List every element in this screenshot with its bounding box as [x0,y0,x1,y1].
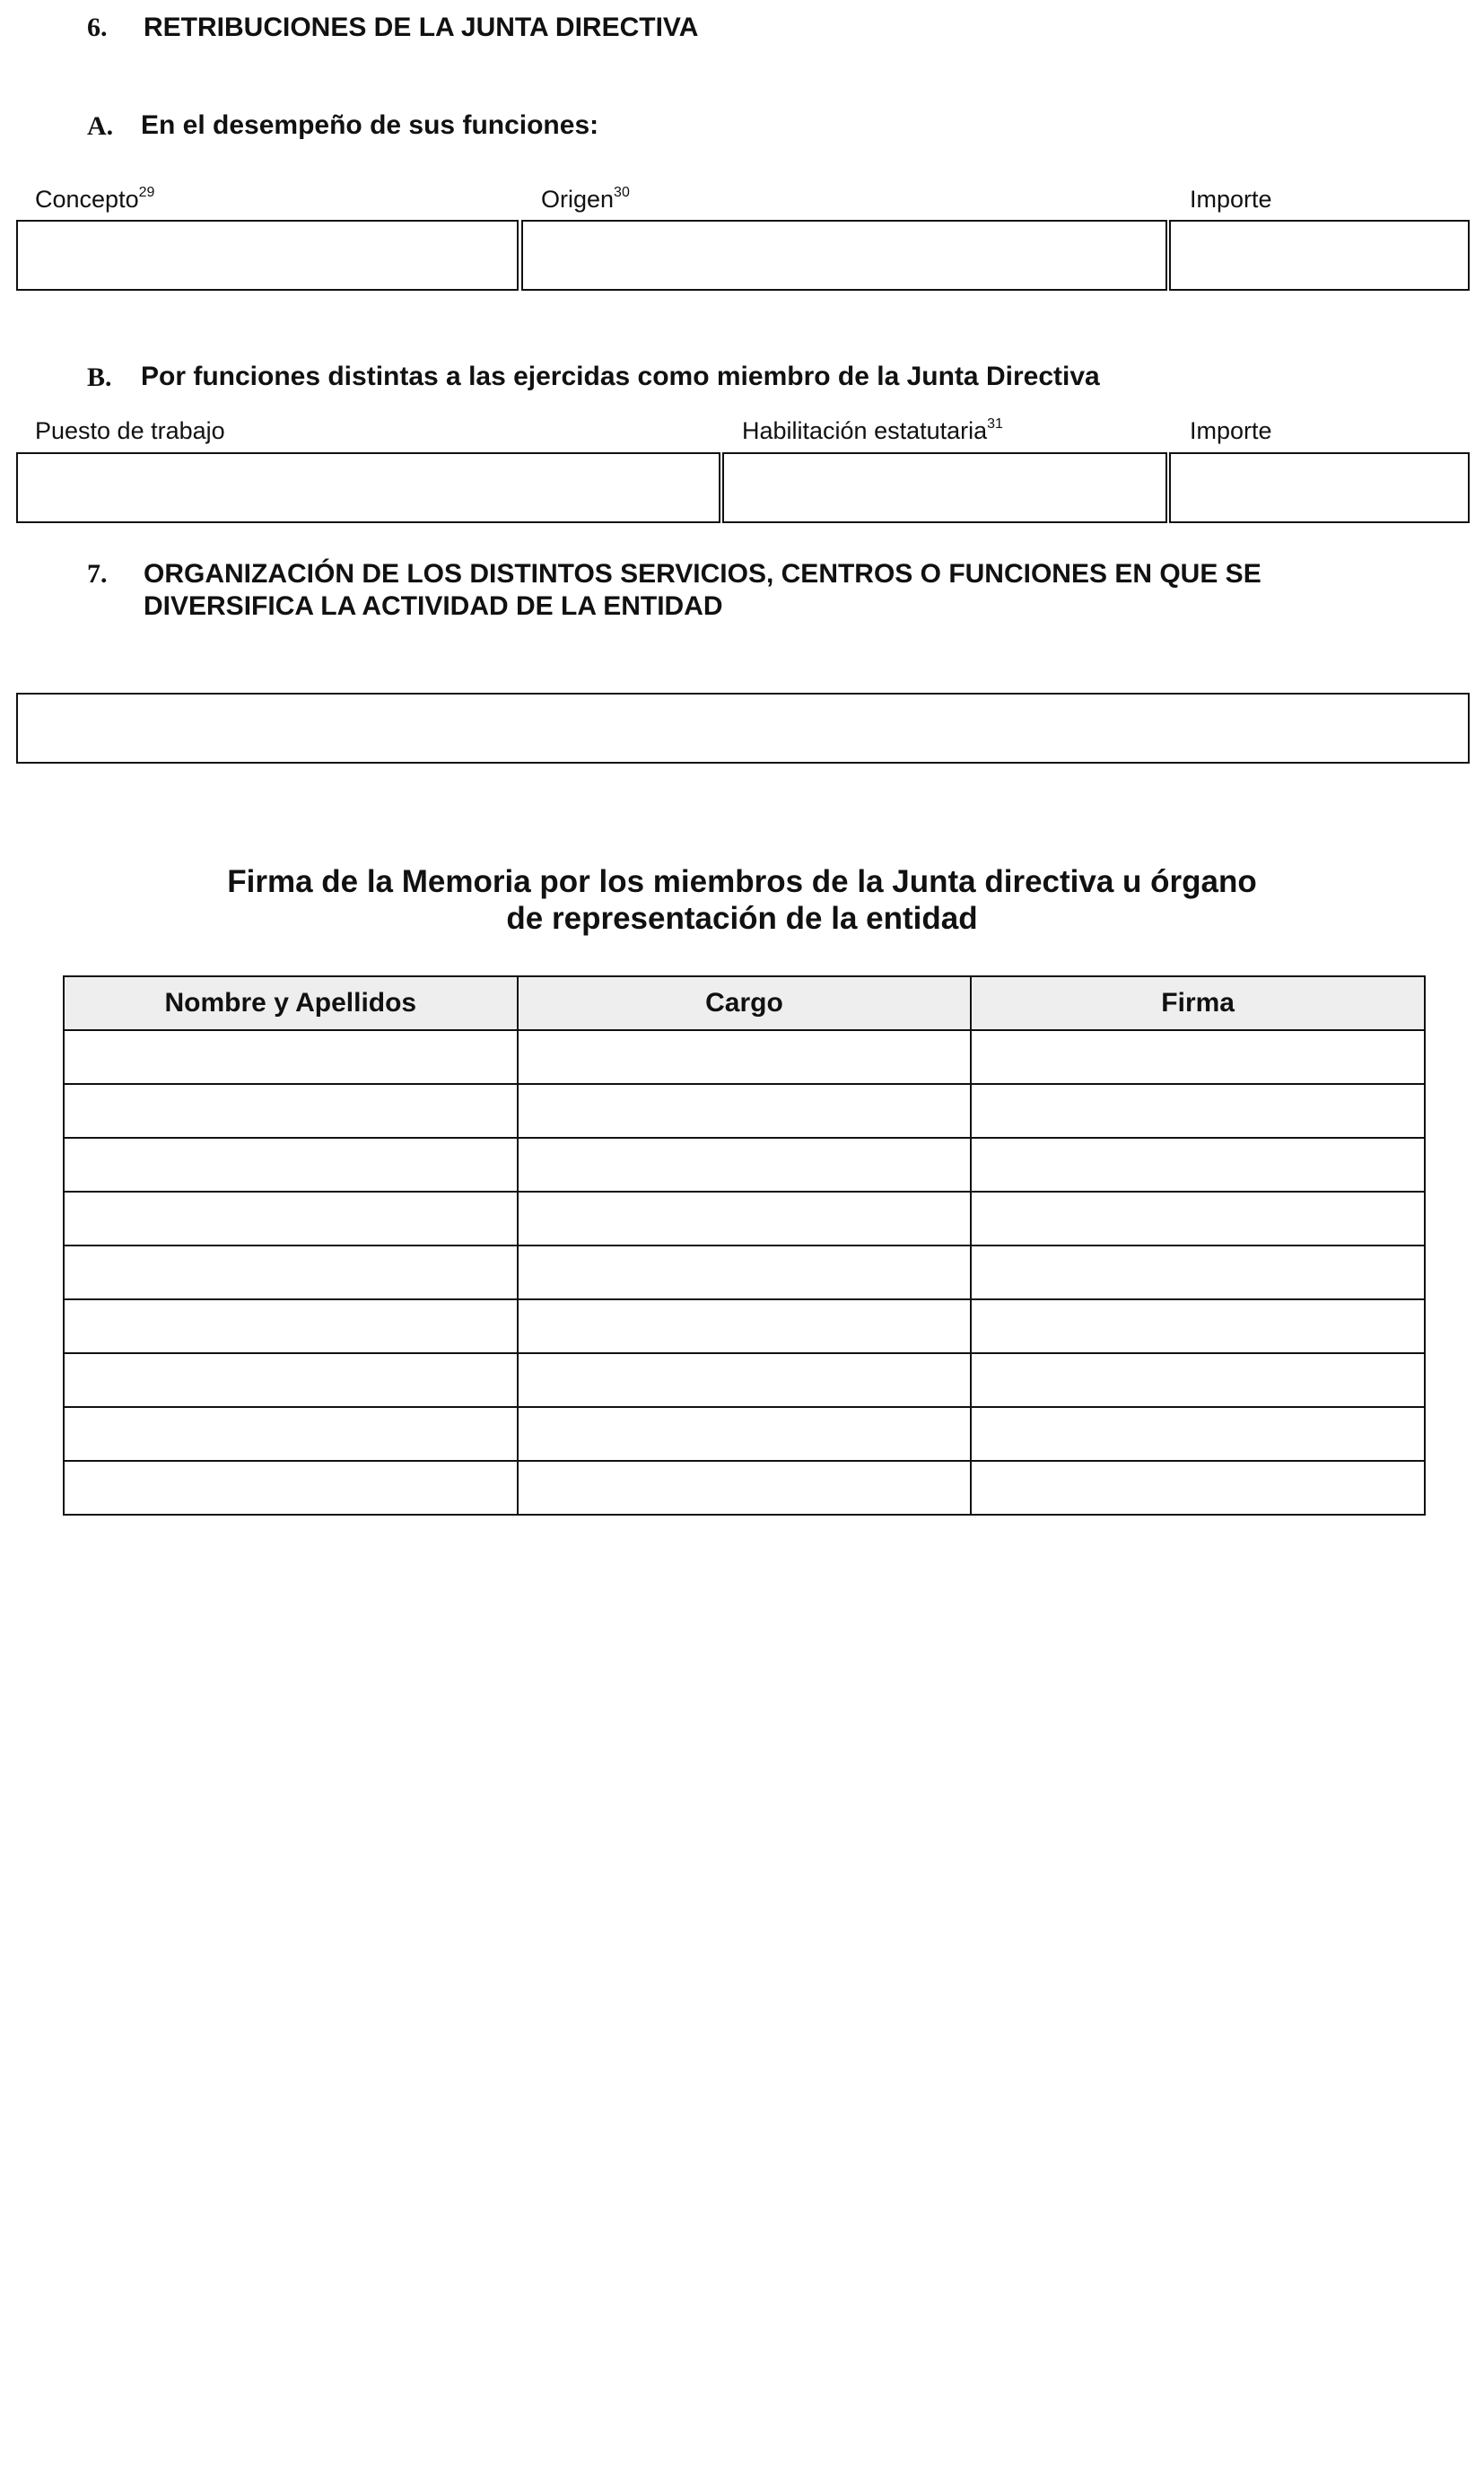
cargo-cell[interactable] [518,1138,972,1192]
section-7-number: 7. [87,559,108,589]
nombre-cell[interactable] [64,1407,518,1461]
nombre-cell[interactable] [64,1461,518,1515]
importe-a-label: Importe [1190,186,1272,213]
table-row [64,1407,1425,1461]
nombre-cell[interactable] [64,1084,518,1138]
cargo-cell[interactable] [518,1353,972,1407]
cargo-cell[interactable] [518,1192,972,1246]
origen-field[interactable] [521,220,1167,291]
habilitacion-label: Habilitación estatutaria$^{31}$ [742,416,1003,444]
firma-cell[interactable] [971,1084,1425,1138]
table-row [64,1246,1425,1299]
table-row [64,1084,1425,1138]
firma-cell[interactable] [971,1461,1425,1515]
firma-cell[interactable] [971,1353,1425,1407]
nombre-cell[interactable] [64,1030,518,1084]
subsection-a-title: En el desempeño de sus funciones: [141,110,599,140]
firma-cell[interactable] [971,1246,1425,1299]
section-7-title-line1: ORGANIZACIÓN DE LOS DISTINTOS SERVICIOS, CENTROS O FUNCIONES EN QUE SE [144,559,1261,589]
signature-table-header [64,976,1425,1030]
footnote-ref-29: 29 [138,185,155,200]
signature-title-line1: Firma de la Memoria por los miembros de la Junta directiva u órgano [227,864,1257,899]
importe-b-label: Importe [1190,417,1272,444]
subsection-a-letter: A. [87,111,114,141]
subsection-b-letter: B. [87,363,112,392]
table-row [64,1299,1425,1353]
section-6-number: 6. [87,13,108,42]
nombre-cell[interactable] [64,1138,518,1192]
column-header-cargo: Cargo [518,976,972,1030]
table-row [64,1461,1425,1515]
cargo-cell[interactable] [518,1407,972,1461]
section-6-title: RETRIBUCIONES DE LA JUNTA DIRECTIVA [144,13,699,42]
puesto-label: Puesto de trabajo [35,417,225,444]
nombre-cell[interactable] [64,1192,518,1246]
footnote-ref-31: 31 [987,416,1003,432]
firma-cell[interactable] [971,1407,1425,1461]
nombre-cell[interactable] [64,1246,518,1299]
section-7-title-line2: DIVERSIFICA LA ACTIVIDAD DE LA ENTIDAD [144,591,723,621]
cargo-cell[interactable] [518,1246,972,1299]
table-row [64,1192,1425,1246]
puesto-field[interactable] [16,452,720,523]
firma-cell[interactable] [971,1192,1425,1246]
table-row [64,1030,1425,1084]
habilitacion-field[interactable] [722,452,1167,523]
firma-cell[interactable] [971,1138,1425,1192]
table-row [64,1353,1425,1407]
nombre-cell[interactable] [64,1353,518,1407]
cargo-cell[interactable] [518,1084,972,1138]
table-row [64,1138,1425,1192]
cargo-cell[interactable] [518,1030,972,1084]
firma-cell[interactable] [971,1030,1425,1084]
signature-title-line2: de representación de la entidad [506,901,978,936]
concepto-field[interactable] [16,220,519,291]
nombre-cell[interactable] [64,1299,518,1353]
column-header-nombre: Nombre y Apellidos [64,976,518,1030]
cargo-cell[interactable] [518,1299,972,1353]
organizacion-field[interactable] [16,693,1470,764]
subsection-b-title: Por funciones distintas a las ejercidas como miembro de la Junta Directiva [141,362,1100,391]
concepto-label: Concepto$^{29}$ [35,185,155,213]
footnote-ref-30: 30 [614,185,630,200]
cargo-cell[interactable] [518,1461,972,1515]
column-header-firma: Firma [971,976,1425,1030]
signature-table [63,975,1426,1516]
importe-b-field[interactable] [1169,452,1470,523]
importe-a-field[interactable] [1169,220,1470,291]
firma-cell[interactable] [971,1299,1425,1353]
origen-label: Origen$^{30}$ [541,185,630,213]
